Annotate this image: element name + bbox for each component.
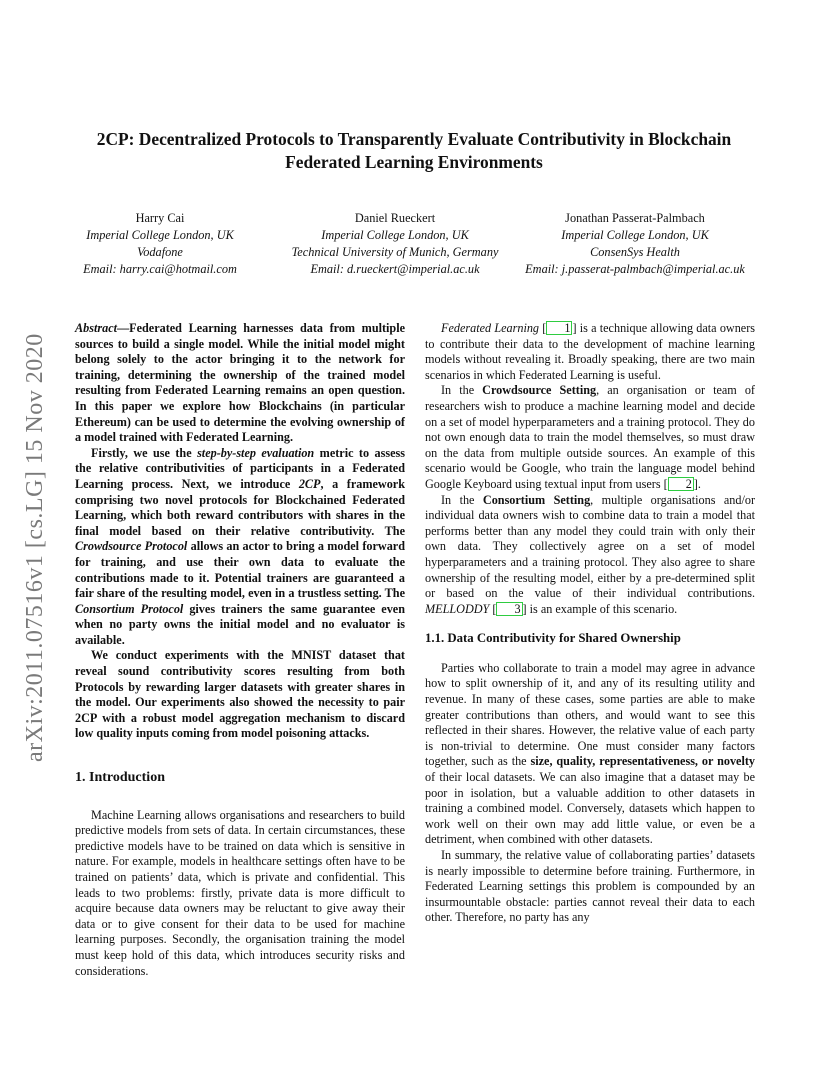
author-name: Harry Cai — [135, 211, 185, 225]
abstract-emph: Crowdsource Protocol — [75, 539, 188, 554]
abstract-text: allows an actor to bring a model forward for training, and use their own data to evaluate the contributions made to it. Potential trainers are guaranteed a fair share of the resulting model, even in a trustless setting. The — [75, 539, 405, 601]
author-3 — [500, 210, 770, 278]
left-column — [75, 321, 405, 979]
author-email: Email: d.rueckert@imperial.ac.uk — [310, 262, 480, 276]
body-text: is an example of this scenario. — [526, 601, 678, 616]
author-block — [60, 210, 768, 280]
author-affiliation: Imperial College London, UK — [561, 228, 709, 242]
author-name: Jonathan Passerat-Palmbach — [565, 211, 705, 225]
citation-link[interactable]: 2 — [668, 477, 694, 491]
body-paragraph: In the Crowdsource Setting, an organisation or team of researchers wish to produce a machine learning model and decide on a set of model hyperparameters and a training protocol. They do not own enough data to train the model themselves, so must draw on the data from multiple outside sources. An example of this scenario would be Google, who train the language model behind Google Keyboard using textual input from users [ 2 ]. — [425, 383, 755, 491]
abstract-paragraph — [75, 321, 405, 446]
right-column — [425, 321, 755, 926]
author-affiliation: Technical University of Munich, Germany — [291, 245, 499, 259]
author-affiliation: Vodafone — [137, 245, 183, 259]
intro-paragraph: Machine Learning allows organisations and researchers to build predictive models from sets of data. In certain circumstances, these predictive models have to be trained on data which is sensitive in nature. For example, models in healthcare settings often have to be trained on patients’ data, which is private and confidential. This leads to two problems: firstly, private data is more difficult to acquire because data owners may be reluctant to give away their data or to give consent for their data to be used for machine learning purposes. Secondly, the organisation training the model must keep hold of this data, which introduces security risks and considerations. — [75, 807, 405, 978]
abstract-paragraph: We conduct experiments with the MNIST dataset that reveal sound contributivity scores resulting from both Protocols by rewarding larger datasets with greater shares in the model. Our experiments also showed the necessity to pair 2CP with a robust model aggregation mechanism to discard low quality inputs coming from model poisoning attacks. — [75, 648, 405, 741]
subsection-heading: 1.1. Data Contributivity for Shared Ownership — [425, 631, 681, 646]
term-bold: Consortium Setting — [482, 492, 591, 507]
abstract-text: —Federated Learning harnesses data from multiple sources to build a single model. While the initial model might belong solely to the actor bringing it to the network for training, determining the ownership of the trained model resulting from Federated Learning remains an open question. In this paper we explore how Blockchains (in particular Ethereum) can be used to determine the evolving ownership of a model trained with Federated Learning. — [75, 321, 405, 445]
body-text: Parties who collaborate to train a model may agree in advance how to split ownership of it, and any of its resulting utility and revenue. In many of these cases, some parties are able to make greater contributions than others, and would want to see this reflected in their shares. However, the relative value of each party is non-trivial to determine. One must consider many factors together, such as the — [425, 660, 755, 769]
body-text: is a technique allowing data owners to contribute their data to the development of machine learning models without revealing it. Broadly speaking, there are two main scenarios in which Federated Learning is useful. — [425, 321, 756, 382]
abstract-text: gives trainers the same guarantee even when no party owns the initial model and no evaluator is available. — [75, 601, 405, 647]
body-text: , an organisation or team of researchers wish to produce a machine learning model and decide on a set of model hyperparameters and a training protocol. They do not own enough data to train the model themselves, so must draw on the data from multiple outside sources. An example of this scenario would be Google, who train the language model behind Google Keyboard using textual input from users — [425, 383, 755, 491]
author-2 — [260, 210, 530, 278]
paper-title: 2CP: Decentralized Protocols to Transparently Evaluate Contributivity in Blockchain Federated Learning Environments — [96, 129, 732, 172]
term-emph: Federated Learning — [441, 321, 540, 335]
body-text: . — [697, 476, 701, 491]
body-paragraph: In the Consortium Setting, multiple organisations and/or individual data owners wish to combine data to train a model that performs better than any model they could train with only their own data. They collectively agree on a set of model hyperparameters and a training protocol. They also agree to share ownership of the resulting model, either by a pre-determined split or based on the value of their individual contributions. MELLODDY [ 3 ] is an example of this scenario. — [425, 492, 756, 616]
arxiv-stamp: arXiv:2011.07516v1 [cs.LG] 15 Nov 2020 — [22, 333, 48, 762]
body-paragraph: Federated Learning [ 1 ] is a technique allowing data owners to contribute their data to the development of machine learning models without revealing it. Broadly speaking, there are two main scenarios in which Federated Learning is useful. — [425, 321, 756, 382]
author-email: Email: harry.cai@hotmail.com — [83, 262, 237, 276]
term-emph: MELLODDY — [425, 601, 490, 616]
abstract-text: , a framework comprising two novel protocols for Blockchained Federated Learning, which both reward contributors with shares in the final model based on their relative contributivity. The — [75, 476, 405, 538]
body-text: of their local datasets. We can also imagine that a dataset may be poor in isolation, but a valuable addition to other datasets in training a combined model. Conversely, datasets which happen to work well on their own may add little value, or even be a detriment, when combined with other datasets. — [425, 770, 755, 847]
section-heading: 1. Introduction — [75, 770, 165, 786]
author-1 — [60, 210, 260, 278]
abstract-emph: step-by-step evaluation — [197, 445, 315, 460]
abstract-text: Firstly, we use the — [91, 445, 198, 460]
author-affiliation: Imperial College London, UK — [86, 228, 234, 242]
abstract-emph: 2CP — [298, 476, 321, 491]
author-affiliation: ConsenSys Health — [590, 245, 680, 259]
body-text: , multiple organisations and/or individual data owners wish to combine data to train a model that performs better than any model they could train with only their own data. They collectively agree on a set of model hyperparameters and a training protocol. They also agree to share ownership of the resulting model, either by a pre-determined split or based on the value of their individual contributions. — [425, 492, 756, 601]
author-affiliation: Imperial College London, UK — [321, 228, 469, 242]
citation-link[interactable]: 3 — [496, 602, 522, 616]
term-bold: Crowdsource Setting — [482, 383, 597, 398]
abstract-emph: Consortium Protocol — [75, 601, 184, 616]
body-paragraph: In summary, the relative value of collaborating parties’ datasets is nearly impossible to determine before training. Furthermore, in Federated Learning settings this problem is compounded by an insurmountable obstacle: parties cannot reveal their data to each other. Therefore, no party has any — [425, 848, 755, 925]
abstract — [75, 321, 405, 742]
body-paragraph — [425, 661, 755, 848]
abstract-lead: Abstract — [75, 321, 117, 335]
abstract-text: metric to assess the relative contributivities of participants in a Federated Learning process. Next, we introduce — [75, 445, 406, 491]
body-text: In the — [441, 383, 483, 398]
term-bold: size, quality, representativeness, or novelty — [530, 754, 755, 769]
author-name: Daniel Rueckert — [354, 211, 436, 225]
citation-link[interactable]: 1 — [546, 321, 572, 335]
abstract-paragraph — [75, 446, 405, 649]
body-text: In the — [441, 492, 483, 507]
author-email: Email: j.passerat-palmbach@imperial.ac.uk — [525, 262, 745, 276]
